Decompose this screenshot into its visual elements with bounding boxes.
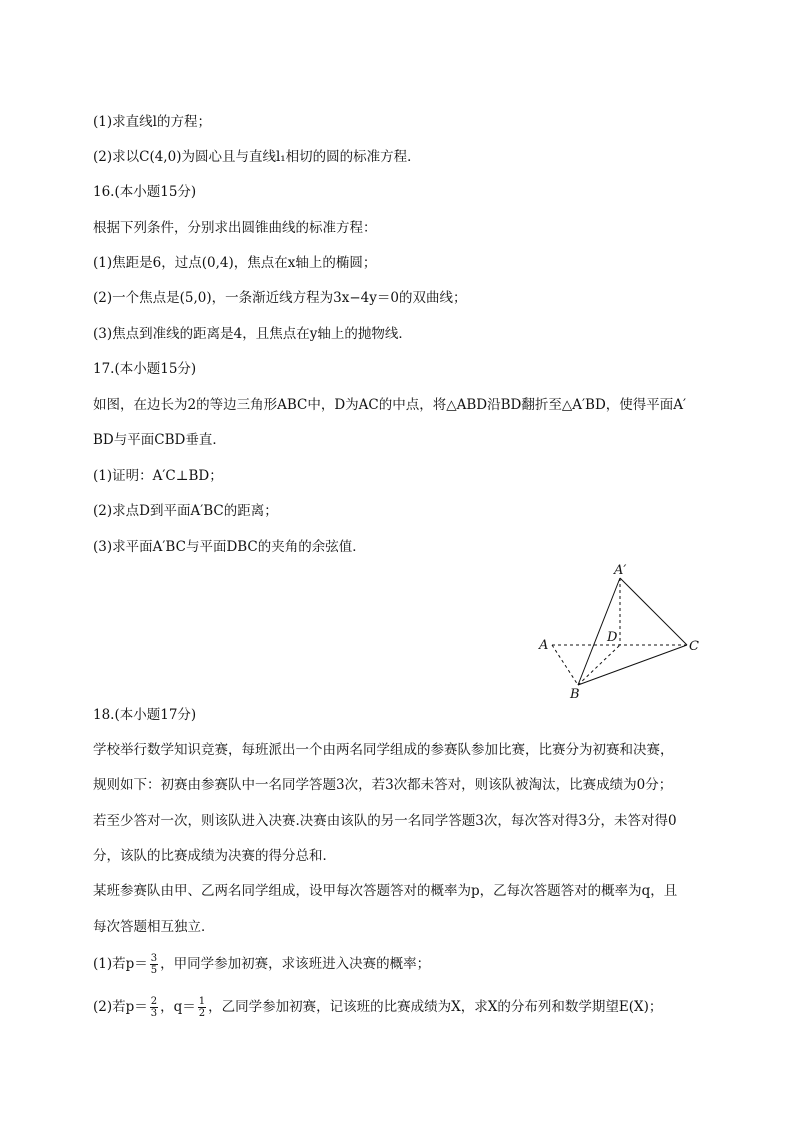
fraction-denominator: 2 bbox=[198, 1008, 206, 1019]
tetrahedron-figure bbox=[530, 558, 710, 703]
q17-stem-line1: 如图，在边长为2的等边三角形ABC中，D为AC的中点，将△ABD沿BD翻折至△A′BD，使得平面A′ bbox=[93, 397, 687, 413]
q18-part1-prefix: (1)若p＝ bbox=[93, 956, 148, 972]
label-c: C bbox=[689, 639, 699, 654]
fraction-numerator: 2 bbox=[150, 996, 158, 1007]
q17-heading: 17.(本小题15分) bbox=[93, 361, 197, 377]
fraction-denominator: 5 bbox=[150, 965, 158, 976]
fraction-denominator: 3 bbox=[150, 1008, 158, 1019]
q18-heading: 18.(本小题17分) bbox=[93, 707, 197, 723]
edge-b-c bbox=[578, 645, 687, 685]
q18-part2-mid: ，q＝ bbox=[160, 999, 196, 1015]
q18-stem-line2: 规则如下：初赛由参赛队中一名同学答题3次，若3次都未答对，则该队被淘汰，比赛成绩为0分； bbox=[93, 777, 673, 793]
q18-part2 bbox=[93, 996, 662, 1019]
q18-part2-suffix: ，乙同学参加初赛，记该班的比赛成绩为X，求X的分布列和数学期望E(X)； bbox=[208, 999, 663, 1015]
q16-stem: 根据下列条件，分别求出圆锥曲线的标准方程： bbox=[93, 220, 377, 236]
label-d: D bbox=[607, 630, 618, 645]
q18-stem-line6: 每次答题相互独立． bbox=[93, 919, 215, 935]
q18-stem-line3: 若至少答对一次，则该队进入决赛.决赛由该队的另一名同学答题3次，每次答对得3分，未答对得0 bbox=[93, 813, 677, 829]
q16-heading: 16.(本小题15分) bbox=[93, 184, 197, 200]
label-a: A bbox=[539, 638, 549, 653]
q17-stem-line2: BD与平面CBD垂直． bbox=[93, 432, 226, 448]
edge-a-prime-c bbox=[620, 578, 687, 645]
q18-stem-line5: 某班参赛队由甲、乙两名同学组成，设甲每次答题答对的概率为p，乙每次答题答对的概率为q，且 bbox=[93, 883, 678, 899]
q15-part2: (2)求以C(4,0)为圆心且与直线l₁相切的圆的标准方程． bbox=[93, 149, 421, 165]
q17-part3: (3)求平面A′BC与平面DBC的夹角的余弦值． bbox=[93, 539, 366, 555]
q17-part2: (2)求点D到平面A′BC的距离； bbox=[93, 503, 278, 519]
fraction-q bbox=[198, 996, 206, 1019]
edge-b-d bbox=[578, 645, 620, 685]
q15-part1: (1)求直线l的方程； bbox=[93, 114, 211, 130]
q18-stem-line4: 分，该队的比赛成绩为决赛的得分总和． bbox=[93, 848, 336, 864]
q18-part1-suffix: ，甲同学参加初赛，求该班进入决赛的概率； bbox=[160, 956, 431, 972]
label-a-prime: A′ bbox=[614, 563, 627, 578]
q17-part1: (1)证明：A′C⊥BD； bbox=[93, 468, 223, 484]
fraction-p bbox=[150, 953, 158, 976]
q16-part2: (2)一个焦点是(5,0)，一条渐近线方程为3x−4y＝0的双曲线； bbox=[93, 290, 467, 306]
fraction-p bbox=[150, 996, 158, 1019]
q16-part1: (1)焦距是6，过点(0,4)，焦点在x轴上的椭圆； bbox=[93, 255, 377, 271]
q18-part2-prefix: (2)若p＝ bbox=[93, 999, 148, 1015]
label-b: B bbox=[570, 687, 580, 702]
q18-part1 bbox=[93, 953, 430, 976]
q18-stem-line1: 学校举行数学知识竞赛，每班派出一个由两名同学组成的参赛队参加比赛，比赛分为初赛和决赛， bbox=[93, 742, 674, 758]
q16-part3: (3)焦点到准线的距离是4，且焦点在y轴上的抛物线． bbox=[93, 326, 412, 342]
fraction-numerator: 3 bbox=[150, 953, 158, 964]
fraction-numerator: 1 bbox=[198, 996, 206, 1007]
edge-a-b bbox=[552, 645, 578, 685]
